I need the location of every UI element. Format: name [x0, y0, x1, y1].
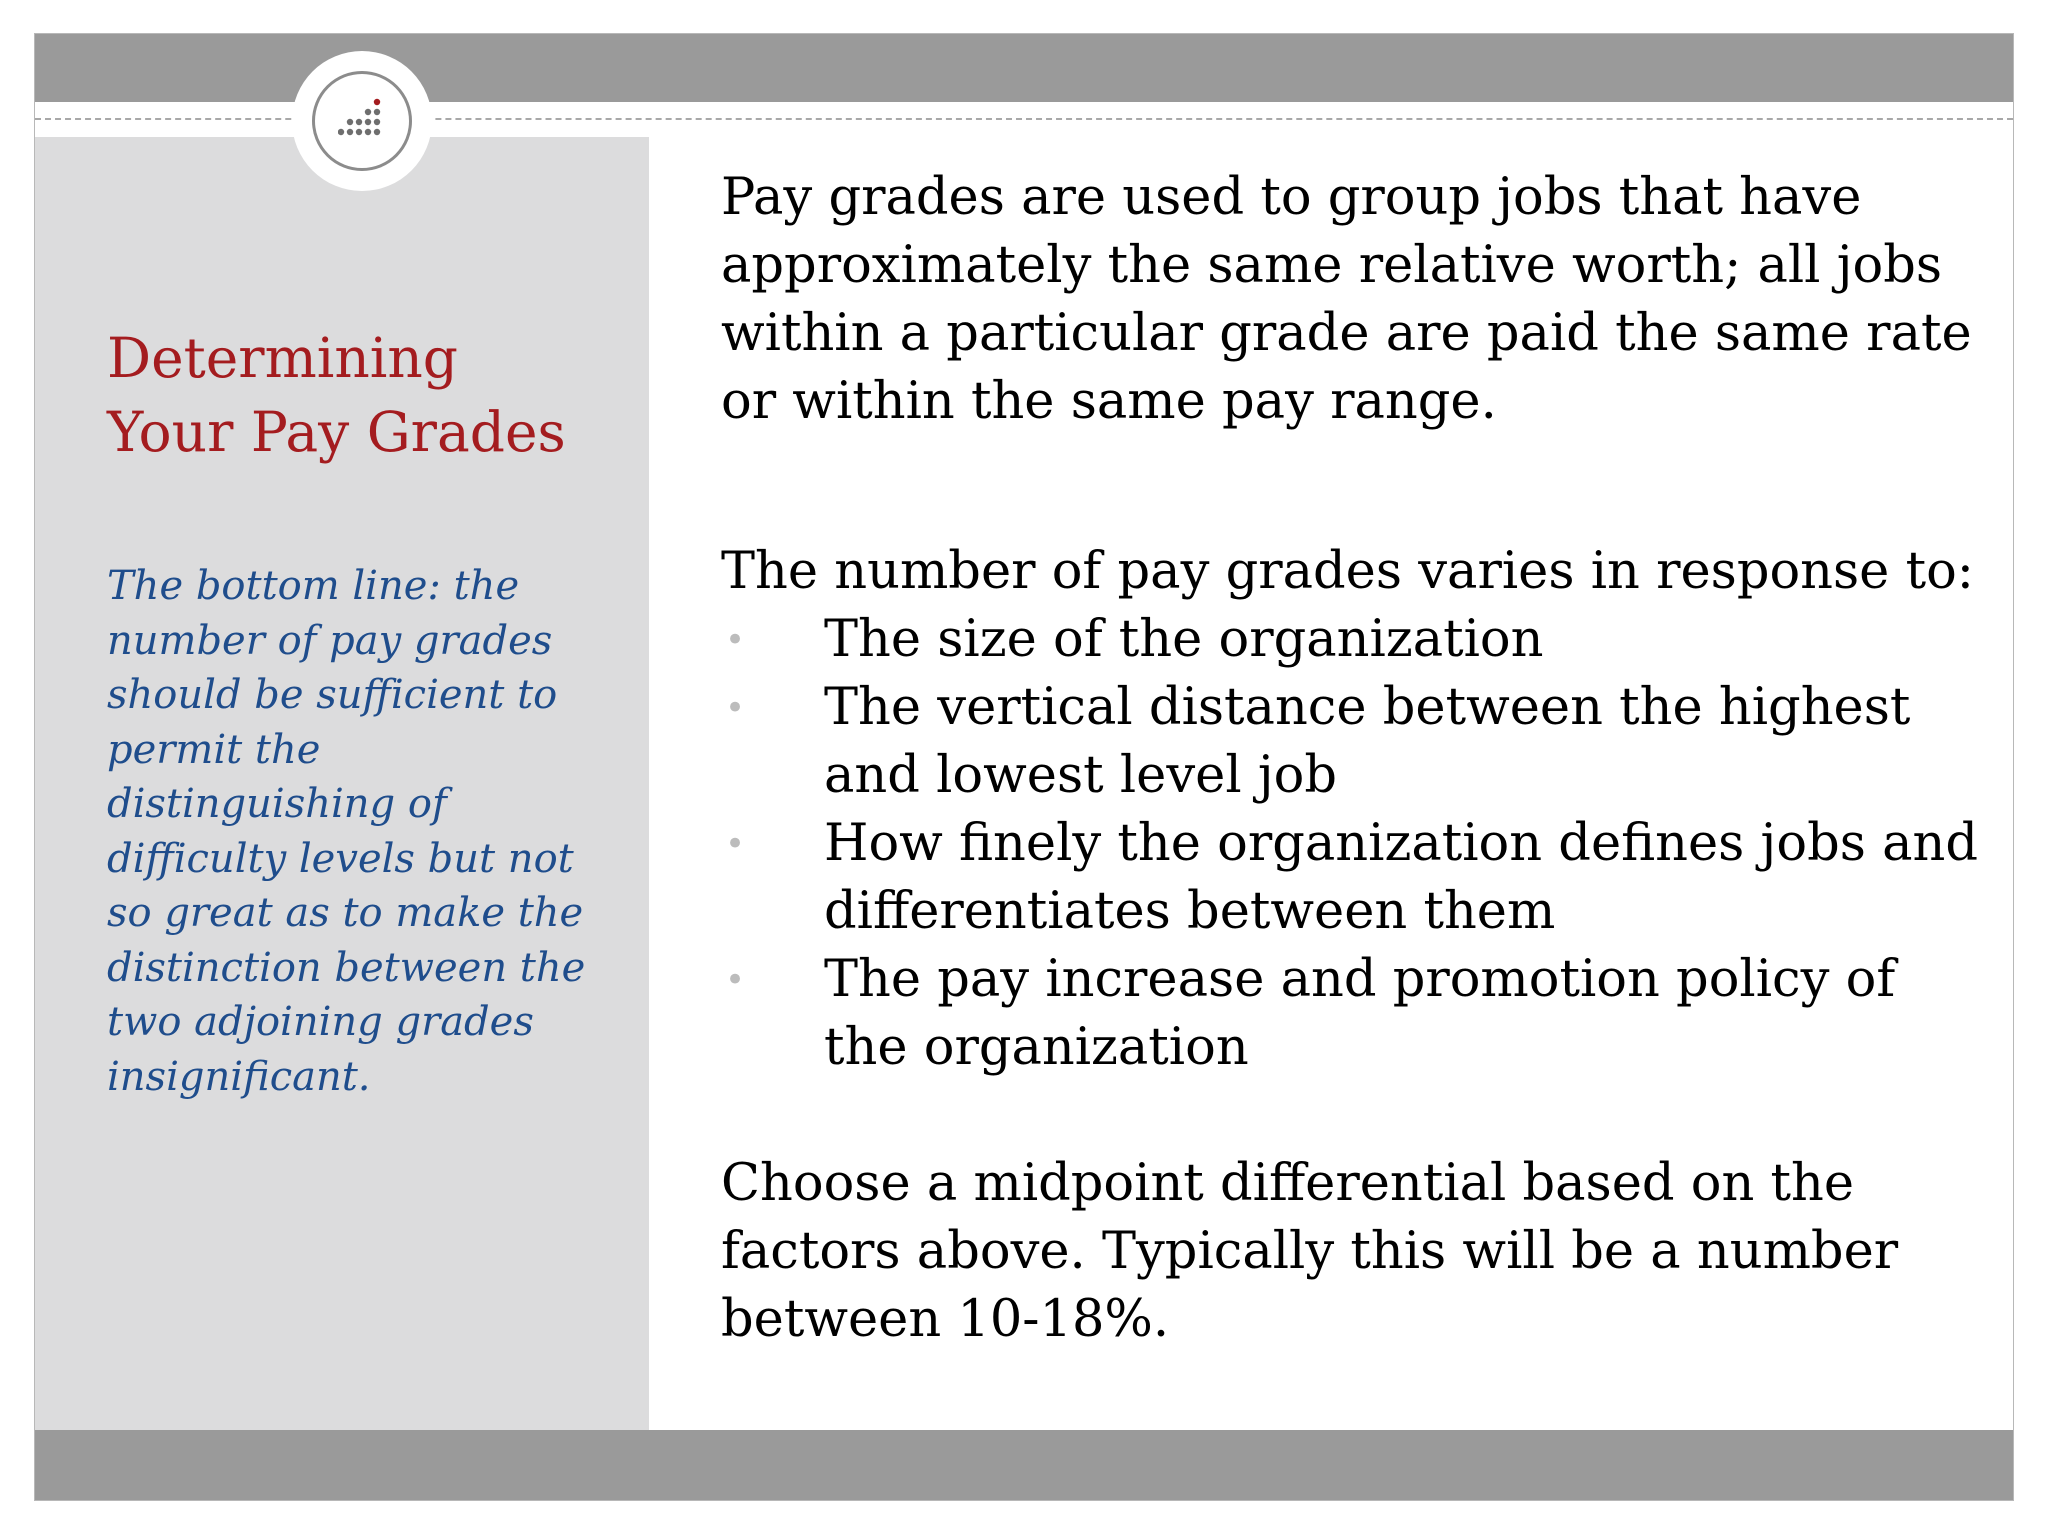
- logo-ring: [312, 71, 412, 171]
- factor-item: [721, 674, 1991, 810]
- pay-grades-definition: Pay grades are used to group jobs that have approximately the same relative worth; all jobs within a particular grade are paid the same rate or within the same pay range.: [721, 168, 1972, 431]
- bullet-dot-icon: •: [725, 960, 746, 1000]
- factor-item-text: The vertical distance between the highest and lowest level job: [824, 678, 1911, 805]
- dot-chart-logo-icon: [338, 97, 386, 145]
- factor-item-text: How finely the organization defines jobs and differentiates between them: [824, 814, 1978, 941]
- factor-item: [721, 810, 1991, 946]
- bullet-dot-icon: •: [725, 824, 746, 864]
- bullet-dot-icon: •: [725, 620, 746, 660]
- bullet-dot-icon: •: [725, 688, 746, 728]
- bottom-bar: [35, 1430, 2013, 1500]
- slide-title-line1: Determining: [107, 326, 458, 390]
- bottom-line-note: The bottom line: the number of pay grades should be sufficient to permit the distinguishing of difficulty levels but not so great as to make the distinction between the two adjoining grades insignificant.: [107, 563, 586, 1100]
- main-content: [721, 164, 1991, 1354]
- factor-item: [721, 946, 1991, 1082]
- midpoint-differential-text: Choose a midpoint differential based on the factors above. Typically this will be a number between 10-18%.: [721, 1154, 1899, 1349]
- logo-badge: [292, 51, 432, 191]
- pay-grades-factors-intro: The number of pay grades varies in response to:: [721, 542, 1974, 601]
- factor-item-text: The size of the organization: [824, 610, 1544, 669]
- slide: [34, 33, 2014, 1501]
- factor-item-text: The pay increase and promotion policy of the organization: [824, 950, 1896, 1077]
- factor-item: [721, 606, 1991, 674]
- slide-title-line2: Your Pay Grades: [107, 400, 566, 464]
- left-panel: [35, 137, 649, 1432]
- factor-list: [721, 606, 1991, 1082]
- slide-title: [107, 321, 566, 469]
